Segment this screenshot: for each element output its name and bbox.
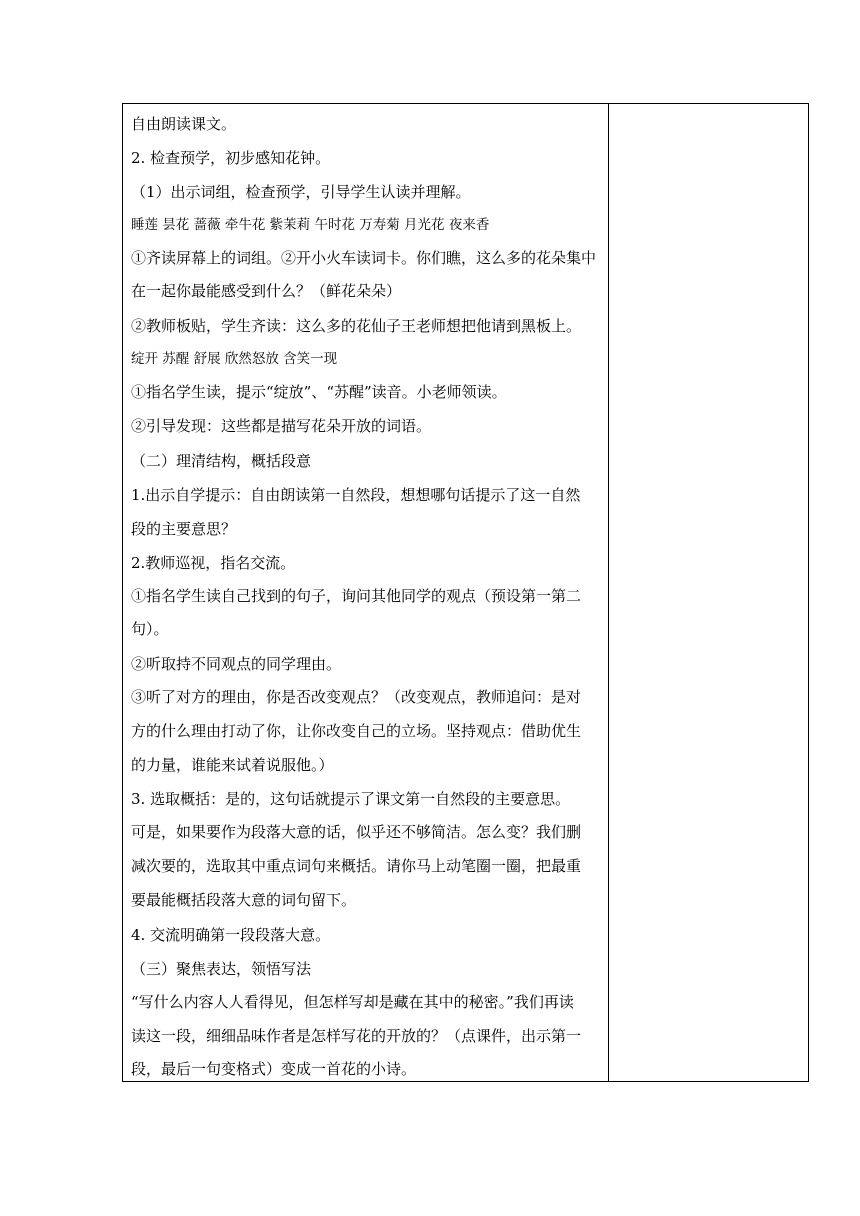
text-line: 可是，如果要作为段落大意的话，似乎还不够简洁。怎么变？我们删 (131, 823, 582, 841)
blooming-word-list: 绽开 苏醒 舒展 欣然怒放 含笑一现 (131, 351, 338, 367)
text-line: ②教师板贴，学生齐读：这么多的花仙子王老师想把他请到黑板上。 (131, 317, 582, 335)
section-heading: （二）理清结构，概括段意 (131, 452, 312, 470)
section-heading: （三）聚焦表达，领悟写法 (131, 960, 312, 978)
text-line: ①指名学生读自己找到的句子，询问其他同学的观点（预设第一第二 (131, 587, 582, 605)
text-line: 读这一段，细细品味作者是怎样写花的开放的？（点课件，出示第一 (131, 1027, 582, 1045)
text-line: 的力量，谁能来试着说服他。） (131, 756, 334, 774)
text-line: ①齐读屏幕上的词组。②开小火车读词卡。你们瞧，这么多的花朵集中 (131, 249, 597, 267)
text-line: 2. 检查预学，初步感知花钟。 (131, 149, 331, 167)
text-line: 句）。 (131, 620, 169, 638)
text-line: 4. 交流明确第一段段落大意。 (131, 926, 331, 944)
text-line: 2.教师巡视，指名交流。 (131, 554, 296, 572)
text-line: 要最能概括段落大意的词句留下。 (131, 891, 357, 909)
text-line: ②听取持不同观点的同学理由。 (131, 655, 342, 673)
text-line: 方的什么理由打动了你，让你改变自己的立场。坚持观点：借助优生 (131, 722, 582, 740)
text-line: ③听了对方的理由，你是否改变观点？（改变观点，教师追问：是对 (131, 688, 582, 706)
text-line: ①指名学生读，提示“绽放”、“苏醒”读音。小老师领读。 (131, 383, 507, 401)
text-line: “写什么内容人人看得见，但怎样写却是藏在其中的秘密。”我们再读 (131, 993, 574, 1011)
text-line: ②引导发现：这些都是描写花朵开放的词语。 (131, 417, 432, 435)
text-line: 1.出示自学提示：自由朗读第一自然段，想想哪句话提示了这一自然 (131, 486, 581, 504)
lesson-plan-table (122, 103, 809, 1082)
text-line: （1）出示词组，检查预学，引导学生认读并理解。 (131, 183, 471, 201)
flower-word-list: 睡莲 昙花 蔷薇 牵牛花 紫茉莉 午时花 万寿菊 月光花 夜来香 (131, 217, 490, 233)
text-line: 3. 选取概括：是的，这句话就提示了课文第一自然段的主要意思。 (131, 790, 571, 808)
text-line: 在一起你最能感受到什么？（鲜花朵朵） (131, 282, 402, 300)
text-line: 段的主要意思？ (131, 520, 237, 538)
text-line: 自由朗读课文。 (131, 115, 237, 133)
column-divider (608, 104, 609, 1081)
text-line: 段，最后一句变格式）变成一首花的小诗。 (131, 1060, 417, 1078)
text-line: 减次要的，选取其中重点词句来概括。请你马上动笔圈一圈，把最重 (131, 857, 582, 875)
